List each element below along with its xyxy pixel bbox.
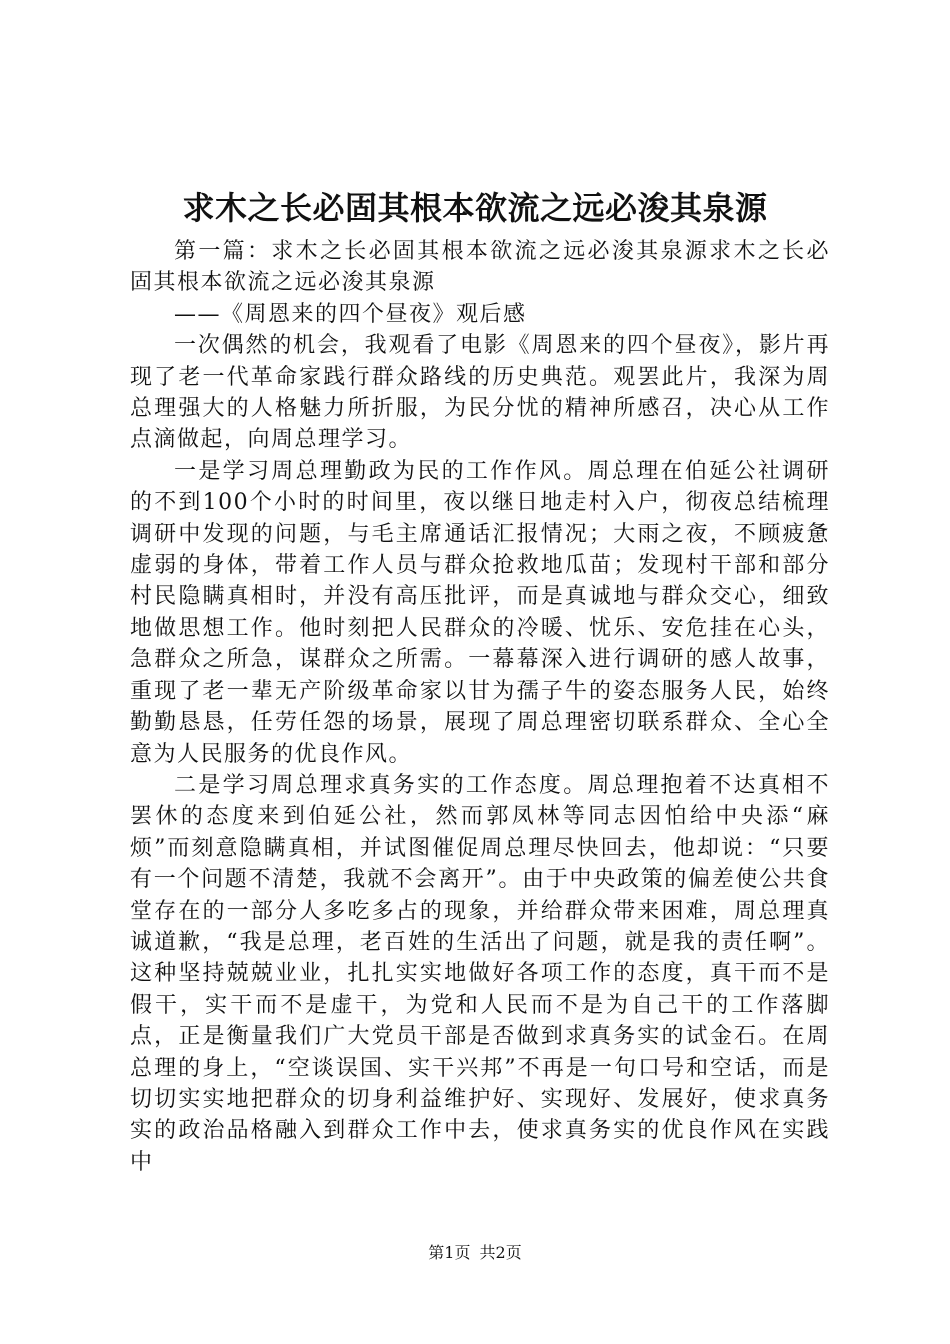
page-number: 第1页 <box>428 1243 471 1262</box>
document-body <box>130 236 830 1178</box>
page-total: 共2页 <box>479 1243 522 1262</box>
paragraph-opening: 一次偶然的机会，我观看了电影《周恩来的四个昼夜》，影片再现了老一代革命家践行群众路线的历史典范。观罢此片，我深为周总理强大的人格魅力所折服，为民分忧的精神所感召，决心从工作点滴做起，向周总理学习。 <box>130 333 830 453</box>
paragraph-point-two: 二是学习周总理求真务实的工作态度。周总理抱着不达真相不罢休的态度来到伯延公社，然而郭凤林等同志因怕给中央添“麻烦”而刻意隐瞒真相，并试图催促周总理尽快回去，他却说：“只要有一个问题不清楚，我就不会离开”。由于中央政策的偏差使公共食堂存在的一部分人多吃多占的现象，并给群众带来困难，周总理真诚道歉，“我是总理，老百姓的生活出了问题，就是我的责任啊”。这种坚持兢兢业业，扎扎实实地做好各项工作的态度，真干而不是假干，实干而不是虚干，为党和人民而不是为自己干的工作落脚点，正是衡量我们广大党员干部是否做到求真务实的试金石。在周总理的身上，“空谈误国、实干兴邦”不再是一句口号和空话，而是切切实实地把群众的切身利益维护好、实现好、发展好，使求真务实的政治品格融入到群众工作中去，使求真务实的优良作风在实践中 <box>130 772 830 1175</box>
document-title: 求木之长必固其根本欲流之远必浚其泉源 <box>182 189 768 227</box>
paragraph-intro: 第一篇：求木之长必固其根本欲流之远必浚其泉源求木之长必固其根本欲流之远必浚其泉源 <box>130 239 830 296</box>
page-footer <box>0 1243 950 1263</box>
paragraph-point-one: 一是学习周总理勤政为民的工作作风。周总理在伯延公社调研的不到100个小时的时间里，夜以继日地走村入户，彻夜总结梳理调研中发现的问题，与毛主席通话汇报情况；大雨之夜，不顾疲惫虚弱的身体，带着工作人员与群众抢救地瓜苗；发现村干部和部分村民隐瞒真相时，并没有高压批评，而是真诚地与群众交心，细致地做思想工作。他时刻把人民群众的冷暖、忧乐、安危挂在心头，急群众之所急，谋群众之所需。一幕幕深入进行调研的感人故事，重现了老一辈无产阶级革命家以甘为孺子牛的姿态服务人民，始终勤勤恳恳，任劳任怨的场景，展现了周总理密切联系群众、全心全意为人民服务的优良作风。 <box>130 458 830 767</box>
paragraph-subtitle: ——《周恩来的四个昼夜》观后感 <box>174 301 527 327</box>
